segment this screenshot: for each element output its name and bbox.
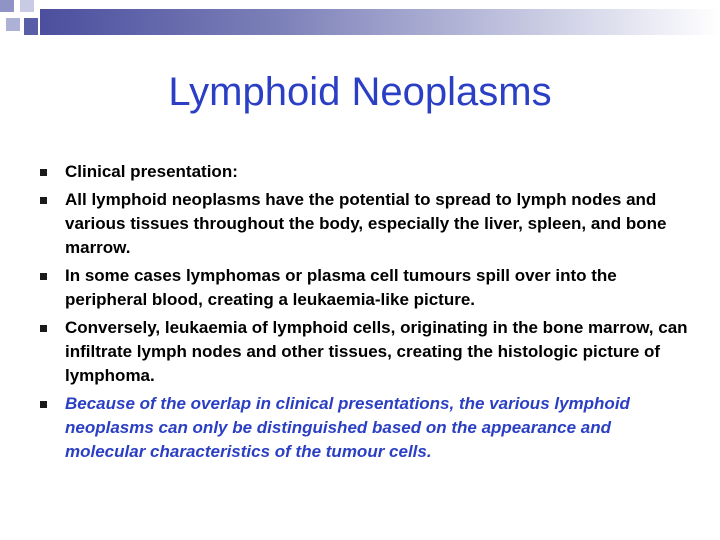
bullet-text: Because of the overlap in clinical presentations, the various lymphoid neoplasms can only be distinguished based on the appearance and molecular characteristics of the tumour cells. [65, 394, 630, 461]
decor-square [6, 18, 20, 31]
square-bullet-icon [40, 325, 47, 332]
square-bullet-icon [40, 197, 47, 204]
decor-square [24, 18, 38, 35]
slide-title: Lymphoid Neoplasms [168, 70, 552, 114]
decor-square [20, 0, 34, 12]
header-gradient-bar [40, 9, 720, 35]
bullet-text: All lymphoid neoplasms have the potential to spread to lymph nodes and various tissues throughout the body, especially the liver, spleen, and bone marrow. [65, 190, 667, 257]
square-bullet-icon [40, 401, 47, 408]
bullet-item [38, 264, 688, 312]
header-decoration [0, 0, 720, 40]
bullet-item-emphasis [38, 392, 688, 464]
square-bullet-icon [40, 273, 47, 280]
bullet-text: Clinical presentation: [65, 162, 238, 181]
bullet-list [38, 160, 688, 468]
bullet-item [38, 188, 688, 260]
bullet-item [38, 160, 688, 184]
square-bullet-icon [40, 169, 47, 176]
bullet-text: In some cases lymphomas or plasma cell tumours spill over into the peripheral blood, creating a leukaemia-like picture. [65, 266, 617, 309]
decor-square [0, 0, 14, 12]
bullet-text: Conversely, leukaemia of lymphoid cells, originating in the bone marrow, can infiltrate lymph nodes and other tissues, creating the histologic picture of lymphoma. [65, 318, 688, 385]
bullet-item [38, 316, 688, 388]
